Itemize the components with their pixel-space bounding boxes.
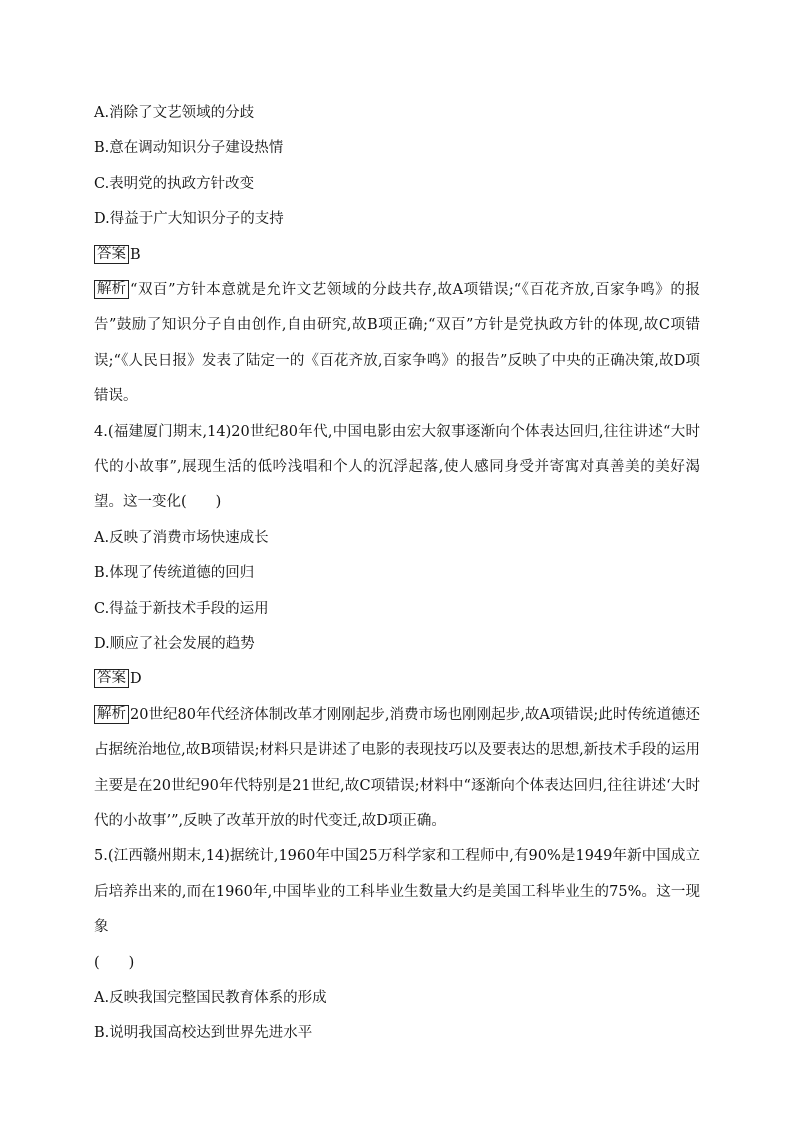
q5-option-b: B.说明我国高校达到世界先进水平: [94, 1025, 313, 1042]
q5-option-a: A.反映我国完整国民教育体系的形成: [94, 989, 327, 1006]
answer-value: B: [130, 246, 141, 263]
q4-option-b: B.体现了传统道德的回归: [94, 565, 255, 582]
answer-label: 答案: [94, 245, 129, 264]
q3-option-c: C.表明党的执政方针改变: [94, 175, 255, 192]
q3-option-b: B.意在调动知识分子建设热情: [94, 140, 284, 157]
q5-stem: 5.(江西赣州期末,14)据统计,1960年中国25万科学家和工程师中,有90%是1949年新中国成立后培养出来的,而在1960年,中国毕业的工科毕业生数量大约是美国工科毕业生的75%。这一现象: [94, 848, 700, 936]
q4-analysis: [94, 698, 700, 840]
analysis-label: 解析: [94, 705, 129, 724]
q3-analysis: [94, 273, 700, 415]
analysis-label: 解析: [94, 280, 129, 299]
q4-option-d: D.顺应了社会发展的趋势: [94, 635, 255, 652]
q5-stem-tail: ( ): [94, 954, 135, 971]
answer-value: D: [130, 671, 142, 688]
q4-stem: 4.(福建厦门期末,14)20世纪80年代,中国电影由宏大叙事逐渐向个体表达回归,往往讲述“大时代的小故事”,展现生活的低吟浅唱和个人的沉浮起落,使人感同身受并寄寓对真善美的美好渴望。这一变化( ): [94, 423, 700, 511]
q3-answer: [94, 238, 700, 273]
analysis-text: 20世纪80年代经济体制改革才刚刚起步,消费市场也刚刚起步,故A项错误;此时传统道德还占据统治地位,故B项错误;材料只是讲述了电影的表现技巧以及要表达的思想,新技术手段的运用主要是在20世纪90年代特别是21世纪,故C项错误;材料中“逐渐向个体表达回归,往往讲述‘大时代的小故事’”,反映了改革开放的时代变迁,故D项正确。: [94, 706, 700, 829]
q3-option-a: A.消除了文艺领域的分歧: [94, 105, 255, 121]
answer-label: 答案: [94, 669, 129, 688]
q4-option-a: A.反映了消费市场快速成长: [94, 529, 269, 546]
q4-answer: [94, 662, 700, 697]
analysis-text: “双百”方针本意就是允许文艺领域的分歧共存,故A项错误;“《百花齐放,百家争鸣》的报告”鼓励了知识分子自由创作,自由研究,故B项正确;“双百”方针是党执政方针的体现,故C项错误;“《人民日报》发表了陆定一的《百花齐放,百家争鸣》的报告”反映了中央的正确决策,故D项错误。: [94, 281, 700, 405]
q3-option-d: D.得益于广大知识分子的支持: [94, 211, 284, 228]
exam-page: [94, 96, 700, 1052]
q4-option-c: C.得益于新技术手段的运用: [94, 600, 269, 617]
